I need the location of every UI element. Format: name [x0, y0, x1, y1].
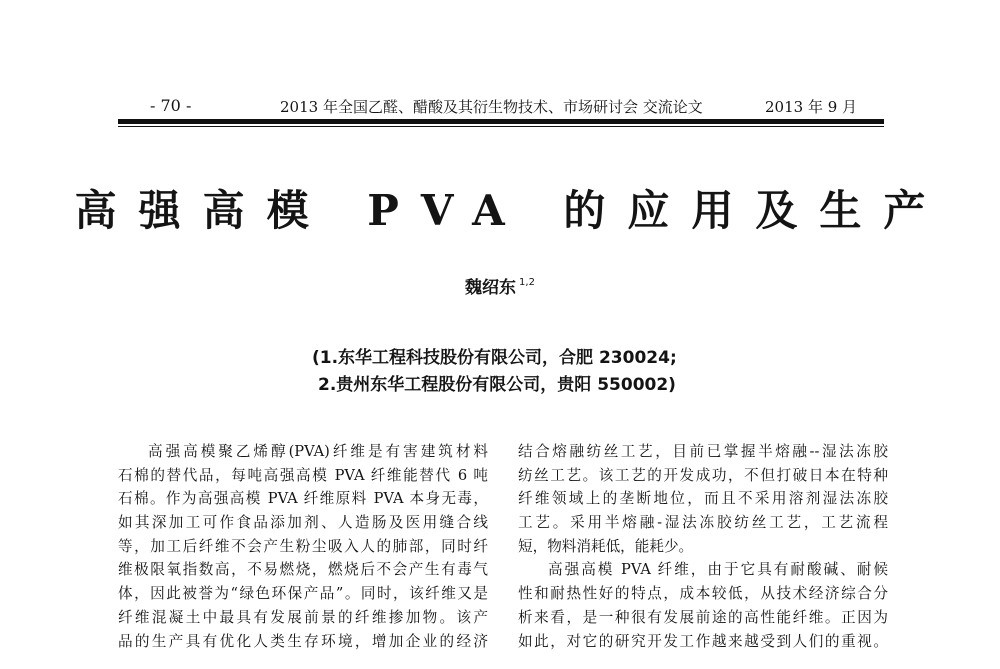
body-line: 石棉。作为高强高模 PVA 纤维原料 PVA 本身无毒，	[118, 490, 488, 508]
running-header	[0, 94, 1000, 122]
right-column	[518, 440, 888, 653]
body-line: 析来看，是一种很有发展前途的高性能纤维。正因为	[518, 608, 888, 626]
author-affiliation-marks: 1,2	[519, 277, 535, 288]
affiliation-1: (1.东华工程科技股份有限公司，合肥 230024;	[312, 348, 677, 368]
author-line	[0, 273, 1000, 298]
body-line: 维极限氧指数高，不易燃烧，燃烧后不会产生有毒气	[118, 561, 488, 579]
body-line: 高强高模 PVA 纤维，由于它具有耐酸碱、耐候	[548, 561, 888, 579]
body-line: 如此，对它的研究开发工作越来越受到人们的重视。	[518, 632, 888, 650]
body-line: 如其深加工可作食品添加剂、人造肠及医用缝合线	[118, 514, 488, 532]
header-rule-thick	[118, 119, 884, 124]
affiliation-2: 2.贵州东华工程股份有限公司，贵阳 550002)	[318, 375, 676, 395]
body-line: 石棉的替代品，每吨高强高模 PVA 纤维能替代 6 吨	[118, 466, 488, 484]
body-line: 品的生产具有优化人类生存环境，增加企业的经济	[118, 632, 488, 650]
issue-date: 2013 年 9 月	[765, 98, 858, 116]
body-line: 短，物料消耗低，能耗少。	[518, 537, 694, 555]
left-column	[118, 440, 488, 653]
page-number: - 70 -	[150, 96, 192, 115]
journal-title: 2013 年全国乙醛、醋酸及其衍生物技术、市场研讨会 交流论文	[280, 98, 703, 116]
body-line: 工艺。采用半熔融-湿法冻胶纺丝工艺，工艺流程	[518, 514, 888, 532]
body-line: 体，因此被誉为“绿色环保产品”。同时，该纤维又是	[118, 585, 488, 603]
body-line: 纤维领域上的垄断地位，而且不采用溶剂湿法冻胶	[518, 490, 888, 508]
body-line: 高强高模聚乙烯醇(PVA)纤维是有害建筑材料	[148, 443, 488, 460]
body-line: 纺丝工艺。该工艺的开发成功，不但打破日本在特种	[518, 466, 888, 484]
body-line: 纤维混凝土中最具有发展前景的纤维掺加物。该产	[118, 608, 488, 626]
body-line: 结合熔融纺丝工艺，目前已掌握半熔融--湿法冻胶	[518, 443, 888, 460]
body-line: 等，加工后纤维不会产生粉尘吸入人的肺部，同时纤	[118, 537, 488, 555]
body-line: 性和耐热性好的特点，成本较低，从技术经济综合分	[518, 585, 888, 603]
header-rule-thin	[118, 126, 884, 127]
paper-title: 高强高模 PVA 的应用及生产	[74, 186, 948, 235]
author-name: 魏绍东	[465, 278, 517, 298]
